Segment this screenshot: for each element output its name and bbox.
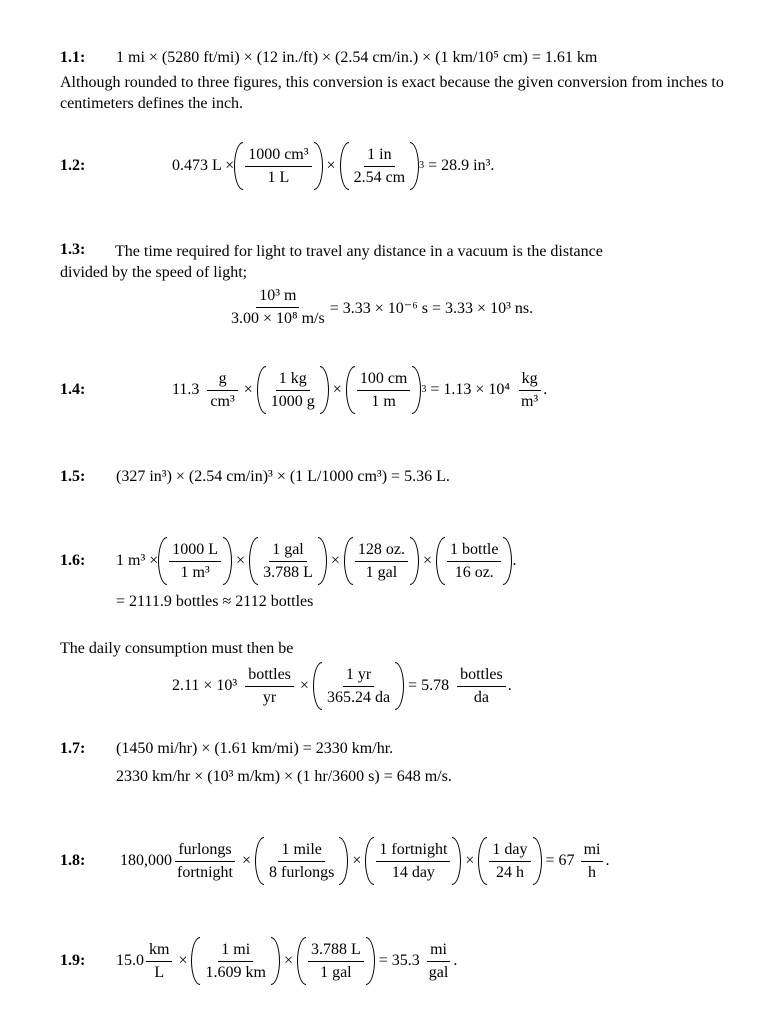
problem-1-9-equation: 15.0 $\frac{km}{L}$ × $\frac{1 mi}{1.609 km}$ × $\frac{3.788 L}{\text{1 gal}}$ = 35.3 $\frac{mi}{\text{gal}}$ . [116,937,457,985]
fraction: $\frac{\text{1000 cm³}}{1 L}$ [245,145,311,188]
eq-result: = 28.9 in³. [428,157,495,174]
problem-1-8-label: 1.8: [60,852,86,869]
problem-1-6-equation-2: 2.11 × 10³ $\frac{\text{bottles}}{yr}$ × $\frac{1 yr}{365.24 da}$ = 5.78 $\frac{\text{bottles}}{da}$ . [172,662,512,710]
problem-1-5-equation: (327 in³) × (2.54 cm/in)³ × (1 L/1000 cm³) = 5.36 L. [116,468,450,485]
eq-lead: 1 m³ × [116,552,159,569]
fraction: $\frac{\text{1 mile}}{\text{8 furlongs}}$ [269,840,335,881]
problem-1-9-label: 1.9: [60,952,86,969]
eq-lead: 15.0 [116,952,144,969]
problem-1-4-equation: 11.3 $\frac{g}{\text{cm³}}$ × $\frac{1 kg}{1000 g}$ × $\frac{100 cm}{1 m}$ 3 = 1.13 × 10⁴ $\frac{kg}{\text{m³}}$ . [172,366,547,414]
problem-1-3-text-line2: divided by the speed of light; [60,264,248,281]
fraction: $\frac{km}{L}$ [146,940,172,983]
eq-mid: = 1.13 × 10⁴ [430,381,510,398]
fraction: $\frac{1 kg}{1000 g}$ [270,369,315,410]
fraction: $\frac{kg}{\text{m³}}$ [518,369,541,412]
problem-1-6-text: The daily consumption must then be [60,640,294,657]
problem-1-6-equation: 1 m³ × $\frac{1000 L}{\text{1 m³}}$ × $\frac{\text{1 gal}}{3.788 L}$ × $\frac{128 oz.}{\text{1 gal}}$ × $\frac{\text{1 bottle}}{16 oz.}$ . [116,537,516,585]
problem-1-1-equation: 1 mi × (5280 ft/mi) × (12 in./ft) × (2.54 cm/in.) × (1 km/10⁵ cm) = 1.61 km [116,49,598,66]
problem-1-3-text-line1: The time required for light to travel any distance in a vacuum is the distance [115,243,603,260]
fraction: $\frac{128 oz.}{\text{1 gal}}$ [355,540,408,583]
problem-1-1-label: 1.1: [60,49,86,66]
problem-1-4-label: 1.4: [60,381,86,398]
problem-1-3-equation [226,286,533,329]
problem-1-5-label: 1.5: [60,468,86,485]
problem-1-1-explanation: Although rounded to three figures, this conversion is exact because the given conversion from inches to centimeters defines the inch. [60,74,724,112]
eq-mid: = 67 [545,852,575,869]
eq-lead: 2.11 × 10³ [172,677,238,694]
fraction: $\frac{\text{1 gal}}{3.788 L}$ [263,540,313,581]
fraction: $\frac{1 yr}{365.24 da}$ [326,665,391,706]
eq-mid: = 5.78 [408,677,450,694]
problem-1-8-equation: 180,000 $\frac{\text{furlongs}}{\text{fortnight}}$ × $\frac{\text{1 mile}}{\text{8 furlongs}}$ × $\frac{\text{1 fortnight}}{\text{14 day}}$ × $\frac{\text{1 day}}{24 h}$ = 67 $\frac{mi}{h}$ . [120,837,609,885]
problem-1-6-result: = 2111.9 bottles ≈ 2112 bottles [116,593,314,610]
fraction: $\frac{1 in}{2.54 cm}$ [353,145,406,186]
eq-result: = 3.33 × 10⁻⁶ s = 3.33 × 10³ ns. [329,299,534,317]
problem-1-2-equation: 0.473 L × $\frac{\text{1000 cm³}}{1 L}$ × $\frac{1 in}{2.54 cm}$ 3 = 28.9 in³. [172,142,494,190]
fraction: $\frac{100 cm}{1 m}$ [357,369,411,412]
fraction: $\frac{\text{1 bottle}}{16 oz.}$ [447,540,501,583]
eq-lead: 11.3 [172,381,200,398]
problem-1-3-label: 1.3: [60,241,86,258]
problem-1-7-line2: 2330 km/hr × (10³ m/km) × (1 hr/3600 s) = 648 m/s. [116,768,452,785]
fraction: $\frac{\text{bottles}}{da}$ [457,665,506,708]
fraction: $\frac{\text{1 day}}{24 h}$ [489,840,530,883]
problem-1-2-label: 1.2: [60,157,86,174]
fraction: $\frac{mi}{\text{gal}}$ [428,940,449,981]
fraction: $\frac{1000 L}{\text{1 m³}}$ [169,540,221,583]
fraction: $\frac{\text{1 fortnight}}{\text{14 day}}$ [376,840,450,883]
fraction: $\frac{\text{furlongs}}{\text{fortnight}}$ [177,840,233,881]
fraction: $\frac{3.788 L}{\text{1 gal}}$ [308,940,364,983]
fraction: $\frac{\text{bottles}}{yr}$ [245,665,294,708]
problem-1-7-line1: (1450 mi/hr) × (1.61 km/mi) = 2330 km/hr. [116,740,394,757]
problem-1-6-label: 1.6: [60,552,86,569]
fraction: $\frac{mi}{h}$ [581,840,604,883]
eq-mid: = 35.3 [378,952,420,969]
fraction: $\frac{g}{\text{cm³}}$ [207,369,237,412]
fraction: $\frac{1 mi}{1.609 km}$ [205,940,266,981]
eq-lead: 0.473 L × [172,157,235,174]
fraction: $\frac{\text{10³ m}}{\text{3.00 × 10⁸ m/s}}$ [231,287,325,327]
problem-1-7-label: 1.7: [60,740,86,757]
eq-lead: 180,000 [120,852,172,869]
